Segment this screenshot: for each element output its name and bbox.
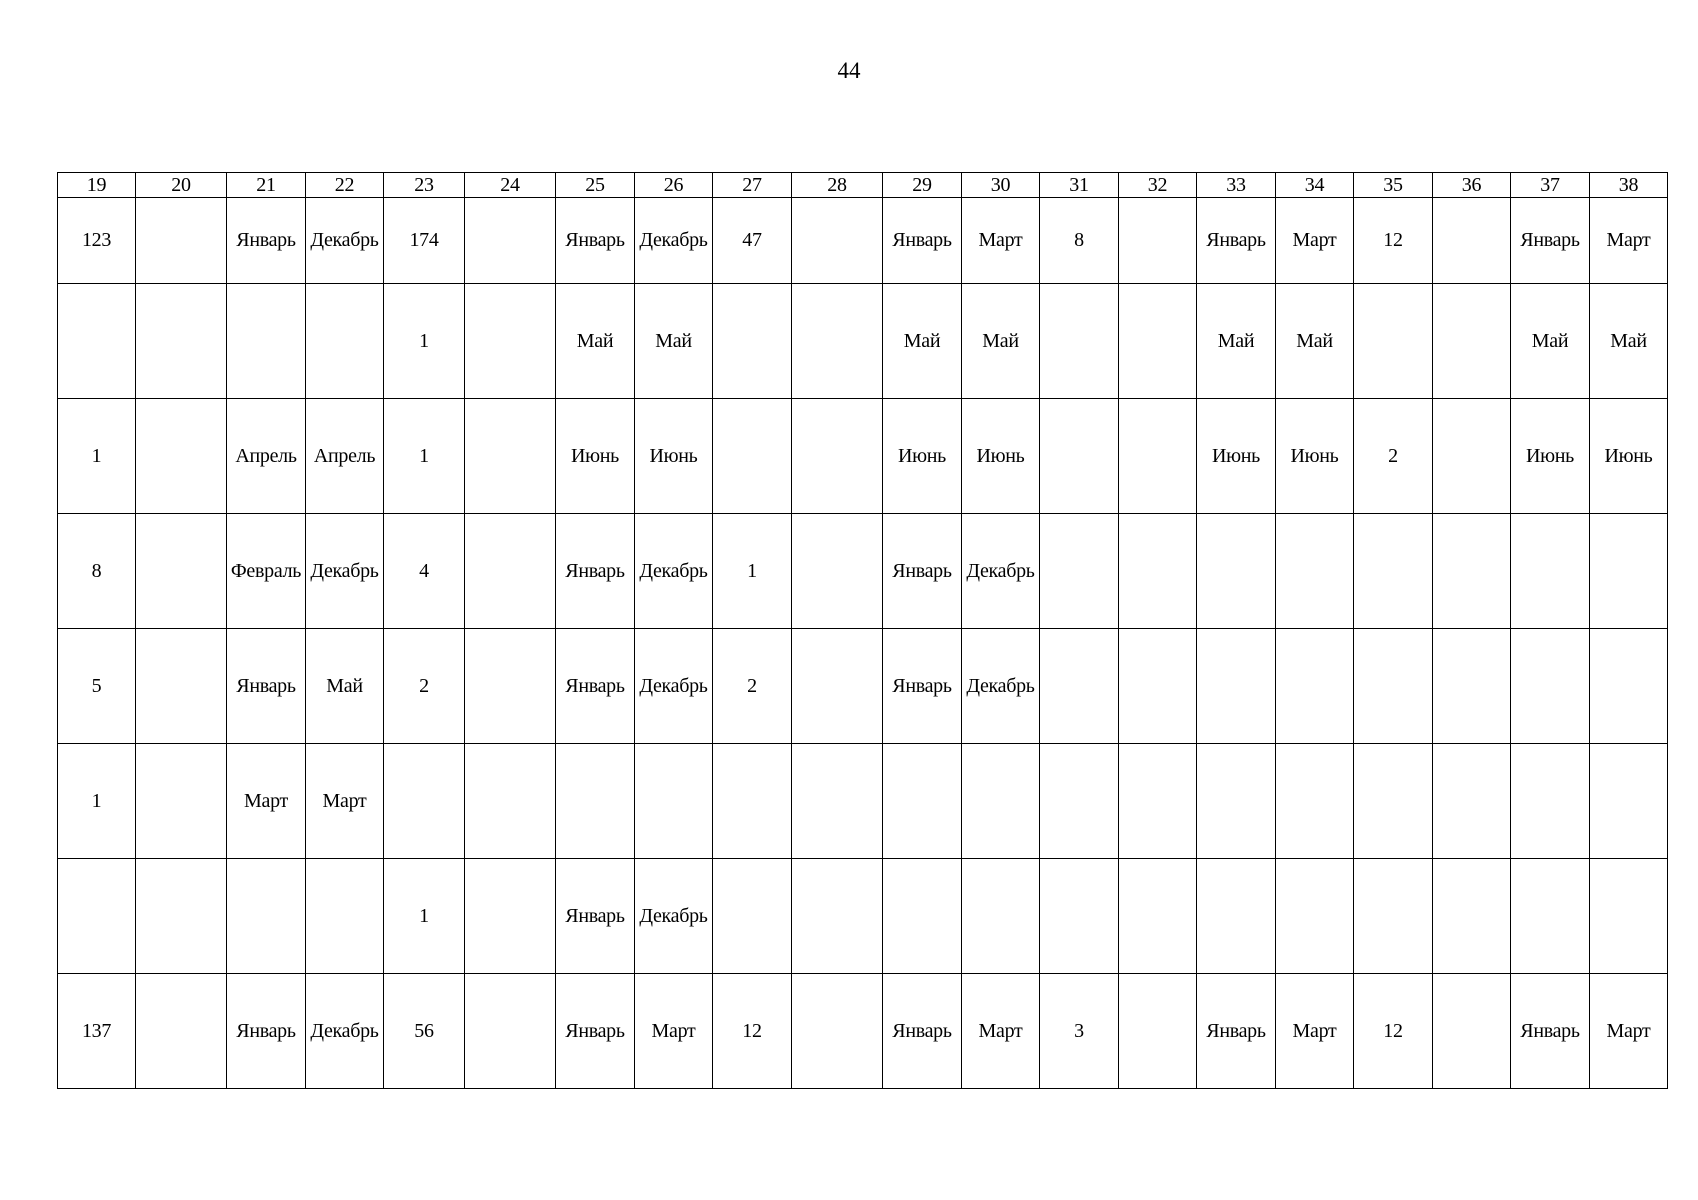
table-cell xyxy=(962,859,1040,974)
table-cell xyxy=(465,744,556,859)
table-row xyxy=(58,284,1668,399)
table-cell xyxy=(1354,514,1433,629)
column-number-cell: 22 xyxy=(306,173,384,198)
table-cell: Март xyxy=(1590,198,1668,284)
table-cell: Февраль xyxy=(227,514,306,629)
table-cell xyxy=(1197,629,1276,744)
table-cell xyxy=(384,744,465,859)
table-cell: 2 xyxy=(1354,399,1433,514)
table-cell xyxy=(1119,974,1197,1089)
table-cell xyxy=(1040,744,1119,859)
table-cell xyxy=(792,859,883,974)
table-cell xyxy=(635,744,713,859)
table-cell xyxy=(306,859,384,974)
table-cell: Декабрь xyxy=(635,198,713,284)
table-cell xyxy=(1197,744,1276,859)
table-cell xyxy=(792,399,883,514)
table-cell xyxy=(1276,629,1354,744)
table-cell xyxy=(1433,629,1511,744)
table-cell xyxy=(792,629,883,744)
table-cell: 2 xyxy=(384,629,465,744)
column-number-cell: 19 xyxy=(58,173,136,198)
table-cell: Январь xyxy=(883,974,962,1089)
table-cell xyxy=(1590,629,1668,744)
table-cell xyxy=(1433,399,1511,514)
table-cell: Январь xyxy=(1197,198,1276,284)
table-cell: Январь xyxy=(556,859,635,974)
table-cell: 1 xyxy=(713,514,792,629)
table-cell: Март xyxy=(1276,198,1354,284)
table-cell xyxy=(792,974,883,1089)
column-number-cell: 33 xyxy=(1197,173,1276,198)
table-cell xyxy=(465,629,556,744)
table-cell xyxy=(883,859,962,974)
table-cell: Апрель xyxy=(227,399,306,514)
table-cell xyxy=(713,284,792,399)
table-cell xyxy=(1433,744,1511,859)
column-number-cell: 24 xyxy=(465,173,556,198)
table-header-row xyxy=(58,173,1668,198)
table-cell xyxy=(713,859,792,974)
table-cell: Июнь xyxy=(1276,399,1354,514)
table-row xyxy=(58,859,1668,974)
table-cell xyxy=(465,974,556,1089)
table-cell: Декабрь xyxy=(306,198,384,284)
table-cell: Июнь xyxy=(1511,399,1590,514)
table-cell: Январь xyxy=(1511,198,1590,284)
table-cell: Май xyxy=(556,284,635,399)
table-row xyxy=(58,198,1668,284)
table-cell: Март xyxy=(306,744,384,859)
table-cell: Март xyxy=(635,974,713,1089)
page-number: 44 xyxy=(837,58,861,83)
table-cell: 1 xyxy=(384,284,465,399)
table-row xyxy=(58,629,1668,744)
table-cell: Июнь xyxy=(635,399,713,514)
table-cell xyxy=(1040,514,1119,629)
table-cell xyxy=(713,399,792,514)
table-cell xyxy=(1433,859,1511,974)
table-cell: Январь xyxy=(1197,974,1276,1089)
table-cell xyxy=(1119,198,1197,284)
table-cell: Март xyxy=(962,974,1040,1089)
table-cell: Июнь xyxy=(883,399,962,514)
table-cell xyxy=(1119,744,1197,859)
column-number-cell: 37 xyxy=(1511,173,1590,198)
table-cell xyxy=(227,284,306,399)
table-cell xyxy=(136,514,227,629)
table-cell: Декабрь xyxy=(635,629,713,744)
column-number-cell: 30 xyxy=(962,173,1040,198)
column-number-cell: 25 xyxy=(556,173,635,198)
table-cell xyxy=(1197,859,1276,974)
table-cell xyxy=(1511,859,1590,974)
table-cell xyxy=(1040,629,1119,744)
table-cell: Январь xyxy=(883,629,962,744)
table-cell xyxy=(136,859,227,974)
table-cell xyxy=(136,744,227,859)
column-number-cell: 28 xyxy=(792,173,883,198)
table-cell: Март xyxy=(1590,974,1668,1089)
table-cell: 3 xyxy=(1040,974,1119,1089)
table-cell xyxy=(136,198,227,284)
table-cell: Июнь xyxy=(1197,399,1276,514)
table-cell xyxy=(1511,629,1590,744)
table-cell xyxy=(306,284,384,399)
table-cell xyxy=(136,629,227,744)
table-cell: Январь xyxy=(227,629,306,744)
table-cell xyxy=(713,744,792,859)
table-cell xyxy=(1354,859,1433,974)
table-cell xyxy=(1354,284,1433,399)
table-cell xyxy=(792,284,883,399)
column-number-cell: 29 xyxy=(883,173,962,198)
table-cell: Декабрь xyxy=(306,974,384,1089)
table-cell xyxy=(1590,859,1668,974)
table-cell xyxy=(465,514,556,629)
table-cell xyxy=(1197,514,1276,629)
table-cell: Май xyxy=(1276,284,1354,399)
table-cell xyxy=(1276,859,1354,974)
data-table xyxy=(57,172,1668,1089)
table-cell: Май xyxy=(1511,284,1590,399)
table-cell: Июнь xyxy=(962,399,1040,514)
column-number-cell: 36 xyxy=(1433,173,1511,198)
table-cell: 47 xyxy=(713,198,792,284)
table-cell xyxy=(962,744,1040,859)
table-cell xyxy=(136,974,227,1089)
table-cell: Декабрь xyxy=(635,514,713,629)
table-cell xyxy=(556,744,635,859)
table-cell xyxy=(1119,859,1197,974)
table-cell: Май xyxy=(1197,284,1276,399)
table-cell: Январь xyxy=(883,198,962,284)
table-cell: 174 xyxy=(384,198,465,284)
table-cell: Январь xyxy=(227,974,306,1089)
table-cell xyxy=(58,859,136,974)
table-cell xyxy=(227,859,306,974)
table-cell: 12 xyxy=(1354,198,1433,284)
table-cell: 2 xyxy=(713,629,792,744)
column-number-cell: 20 xyxy=(136,173,227,198)
table-cell xyxy=(136,284,227,399)
table-cell: Декабрь xyxy=(962,514,1040,629)
table-cell: 137 xyxy=(58,974,136,1089)
table-cell: 8 xyxy=(58,514,136,629)
table-cell xyxy=(1119,629,1197,744)
table-cell xyxy=(465,859,556,974)
table-row xyxy=(58,744,1668,859)
table-cell: Январь xyxy=(556,629,635,744)
table-row xyxy=(58,974,1668,1089)
table-cell: 1 xyxy=(384,859,465,974)
table-cell: 1 xyxy=(58,744,136,859)
table-cell: Март xyxy=(962,198,1040,284)
table-cell xyxy=(1433,514,1511,629)
table-cell: Март xyxy=(227,744,306,859)
table-cell xyxy=(1511,514,1590,629)
table-cell xyxy=(1276,744,1354,859)
table-cell: 5 xyxy=(58,629,136,744)
table-cell: Июнь xyxy=(1590,399,1668,514)
table-cell xyxy=(1040,399,1119,514)
table-cell: 4 xyxy=(384,514,465,629)
table-cell: Декабрь xyxy=(635,859,713,974)
table-cell xyxy=(1119,514,1197,629)
table-cell xyxy=(1040,284,1119,399)
table-cell: 123 xyxy=(58,198,136,284)
table-cell: Май xyxy=(635,284,713,399)
table-cell xyxy=(1119,284,1197,399)
column-number-cell: 38 xyxy=(1590,173,1668,198)
table-cell xyxy=(792,514,883,629)
table-cell xyxy=(58,284,136,399)
table-cell xyxy=(1354,744,1433,859)
table-cell xyxy=(465,284,556,399)
table-cell: 56 xyxy=(384,974,465,1089)
table-cell xyxy=(136,399,227,514)
table-cell xyxy=(1119,399,1197,514)
table-cell: 1 xyxy=(58,399,136,514)
table-cell: Май xyxy=(306,629,384,744)
table-cell: Апрель xyxy=(306,399,384,514)
table-row xyxy=(58,399,1668,514)
table-row xyxy=(58,514,1668,629)
table-cell xyxy=(883,744,962,859)
table-cell xyxy=(1276,514,1354,629)
table-cell: 1 xyxy=(384,399,465,514)
table-cell xyxy=(1040,859,1119,974)
table-cell xyxy=(1590,514,1668,629)
table-cell: Январь xyxy=(1511,974,1590,1089)
table-cell xyxy=(792,744,883,859)
table-cell: 8 xyxy=(1040,198,1119,284)
table-cell: Март xyxy=(1276,974,1354,1089)
column-number-cell: 23 xyxy=(384,173,465,198)
table-cell: 12 xyxy=(1354,974,1433,1089)
table-cell xyxy=(1511,744,1590,859)
table-cell: Декабрь xyxy=(962,629,1040,744)
table-cell xyxy=(465,198,556,284)
table-cell: Январь xyxy=(556,198,635,284)
table-cell xyxy=(1433,198,1511,284)
table-cell: 12 xyxy=(713,974,792,1089)
table-cell xyxy=(1433,974,1511,1089)
table-cell xyxy=(1354,629,1433,744)
table-cell: Июнь xyxy=(556,399,635,514)
table-cell: Январь xyxy=(556,514,635,629)
table-cell: Декабрь xyxy=(306,514,384,629)
table-cell: Май xyxy=(1590,284,1668,399)
column-number-cell: 32 xyxy=(1119,173,1197,198)
table-cell: Май xyxy=(883,284,962,399)
column-number-cell: 21 xyxy=(227,173,306,198)
column-number-cell: 34 xyxy=(1276,173,1354,198)
table-cell xyxy=(465,399,556,514)
table-cell: Январь xyxy=(227,198,306,284)
column-number-cell: 31 xyxy=(1040,173,1119,198)
table-cell xyxy=(1590,744,1668,859)
column-number-cell: 27 xyxy=(713,173,792,198)
table-cell: Январь xyxy=(883,514,962,629)
table-cell xyxy=(1433,284,1511,399)
table-cell: Январь xyxy=(556,974,635,1089)
table-cell: Май xyxy=(962,284,1040,399)
table-cell xyxy=(792,198,883,284)
column-number-cell: 35 xyxy=(1354,173,1433,198)
column-number-cell: 26 xyxy=(635,173,713,198)
